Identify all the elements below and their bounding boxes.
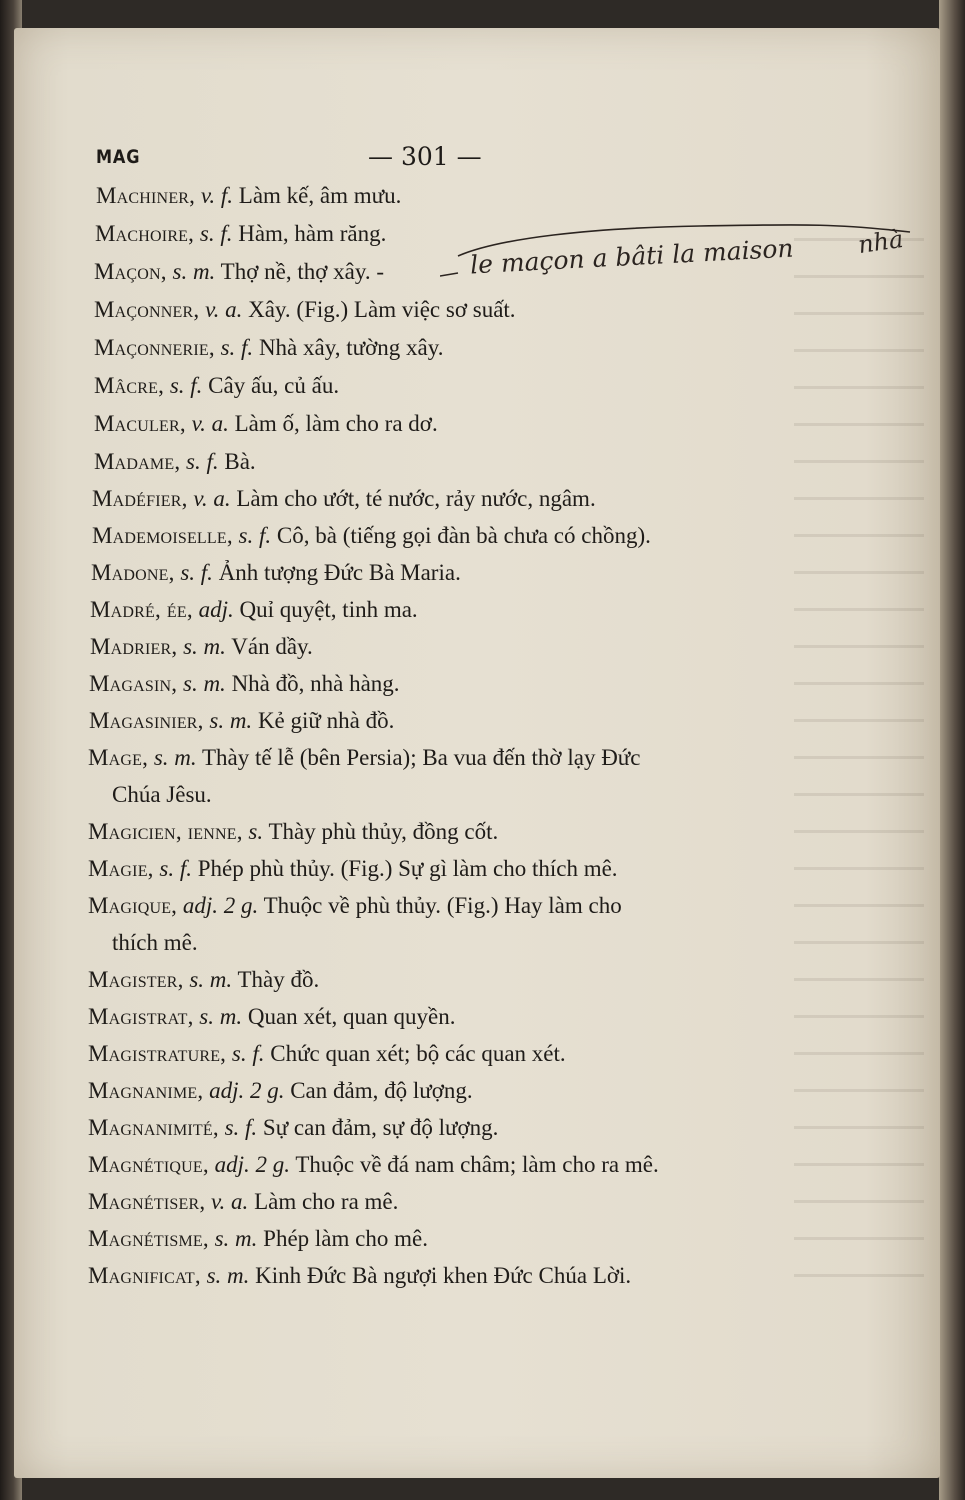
handwritten-note: le maçon a bâti la maison <box>469 233 795 280</box>
entry <box>94 373 339 399</box>
entry <box>88 893 622 919</box>
definition: Làm ố, làm cho ra dơ. <box>234 411 438 436</box>
headword: Magnificat, <box>88 1263 201 1288</box>
headword: Magicien, ienne, <box>88 819 243 844</box>
page-edge <box>939 0 965 1500</box>
headword: Magie, <box>88 856 154 881</box>
headword: Madrier, <box>90 634 178 659</box>
headword: Machoire, <box>95 221 195 246</box>
definition: Hàm, hàm răng. <box>238 221 387 246</box>
headword: Magnanimité, <box>88 1115 219 1140</box>
definition: Kẻ giữ nhà đồ. <box>257 708 395 733</box>
definition: Phép phù thủy. (Fig.) Sự gì làm cho thích mê. <box>197 856 618 881</box>
headword: Madré, ée, <box>90 597 193 622</box>
entry <box>92 486 596 512</box>
entry <box>88 1226 428 1252</box>
grammar-label: v. a. <box>193 486 231 511</box>
entry <box>94 411 438 437</box>
grammar-label: s. f. <box>224 1115 258 1140</box>
grammar-label: s. m. <box>206 1263 250 1288</box>
headword: Magasin, <box>89 671 178 696</box>
headword: Magnétiser, <box>88 1189 206 1214</box>
headword: Magasinier, <box>89 708 204 733</box>
definition: Quan xét, quan quyền. <box>247 1004 456 1029</box>
definition: Ván dầy. <box>231 634 313 659</box>
headword: Maçon, <box>94 259 167 284</box>
headword: Magnanime, <box>88 1078 204 1103</box>
grammar-label: s. m. <box>214 1226 258 1251</box>
grammar-label: v. a. <box>211 1189 249 1214</box>
grammar-label: s. m. <box>183 634 226 659</box>
entry <box>88 1041 566 1067</box>
definition: Nhà đồ, nhà hàng. <box>231 671 400 696</box>
grammar-label: v. f. <box>200 183 234 208</box>
entry <box>88 967 319 993</box>
grammar-label: s. m. <box>199 1004 243 1029</box>
definition: Cây ấu, củ ấu. <box>208 373 340 398</box>
grammar-label: s. m. <box>209 708 253 733</box>
grammar-label: v. a. <box>205 297 243 322</box>
headword: Mâcre, <box>94 373 165 398</box>
headword: Mage, <box>88 745 149 770</box>
definition: Quỉ quyệt, tinh ma. <box>239 597 418 622</box>
grammar-label: s. f. <box>180 560 213 585</box>
headword: Mademoiselle, <box>92 523 233 548</box>
entry <box>90 634 313 660</box>
headword: Maçonner, <box>94 297 200 322</box>
entry <box>94 335 443 361</box>
definition: Phép làm cho mê. <box>263 1226 428 1251</box>
definition: Thày đồ. <box>237 967 320 992</box>
entry <box>90 597 418 623</box>
entry <box>89 708 394 734</box>
definition: Thuộc về đá nam châm; làm cho ra mê. <box>295 1152 659 1177</box>
headword: Madone, <box>91 560 175 585</box>
entry <box>88 1078 473 1104</box>
entry <box>95 221 386 247</box>
grammar-label: s. f. <box>220 335 254 360</box>
definition: Làm cho ra mê. <box>254 1189 399 1214</box>
grammar-label: s. m. <box>189 967 233 992</box>
entry <box>91 560 461 586</box>
grammar-label: v. a. <box>191 411 229 436</box>
grammar-label: s. f. <box>231 1041 265 1066</box>
definition: Chức quan xét; bộ các quan xét. <box>270 1041 566 1066</box>
definition: Thày phù thủy, đồng cốt. <box>268 819 499 844</box>
headword: Maçonnerie, <box>94 335 215 360</box>
entry <box>88 1115 498 1141</box>
entry <box>94 449 256 475</box>
entry <box>92 523 651 549</box>
entry-continuation: thích mê. <box>112 930 198 955</box>
page-number: — 301 — <box>368 142 482 171</box>
definition: Sự can đảm, sự độ lượng. <box>262 1115 499 1140</box>
definition: Cô, bà (tiếng gọi đàn bà chưa có chồng). <box>276 523 651 548</box>
entry <box>88 819 498 845</box>
headword: Magnétique, <box>88 1152 209 1177</box>
grammar-label: s. f. <box>186 449 219 474</box>
grammar-label: adj. 2 g. <box>209 1078 285 1103</box>
bleed-through-text <box>794 208 924 1308</box>
definition: Xây. (Fig.) Làm việc sơ suất. <box>248 297 516 322</box>
headword: Magnétisme, <box>88 1226 209 1251</box>
headword: Machiner, <box>96 183 196 208</box>
section-label: MAG <box>96 146 141 168</box>
headword: Magister, <box>88 967 184 992</box>
grammar-label: adj. 2 g. <box>182 893 259 918</box>
definition: Nhà xây, tường xây. <box>258 335 444 360</box>
grammar-label: s. f. <box>238 523 272 548</box>
entry <box>88 856 618 882</box>
entry <box>96 183 401 209</box>
grammar-label: s. f. <box>199 221 233 246</box>
entry <box>94 259 384 285</box>
entry <box>88 1152 659 1178</box>
definition: Bà. <box>224 449 256 474</box>
definition: Kinh Đức Bà ngượi khen Đức Chúa Lời. <box>255 1263 632 1288</box>
entry <box>94 297 516 323</box>
entry-continuation: Chúa Jêsu. <box>112 782 212 807</box>
definition: Ảnh tượng Đức Bà Maria. <box>218 560 461 585</box>
headword: Madame, <box>94 449 181 474</box>
definition: Can đảm, độ lượng. <box>290 1078 473 1103</box>
definition: Thuộc về phù thủy. (Fig.) Hay làm cho <box>263 893 622 918</box>
entry <box>88 1004 455 1030</box>
headword: Maculer, <box>94 411 186 436</box>
grammar-label: s. m. <box>183 671 226 696</box>
grammar-label: adj. 2 g. <box>214 1152 290 1177</box>
definition: Thợ nề, thợ xây. - <box>220 259 385 284</box>
grammar-label: s. m. <box>153 745 197 770</box>
entry <box>88 745 640 771</box>
definition: Làm kế, âm mưu. <box>238 183 402 208</box>
grammar-label: s. f. <box>159 856 192 881</box>
handwritten-note-side: nhà <box>856 224 905 260</box>
entry <box>89 671 400 697</box>
headword: Magistrat, <box>88 1004 194 1029</box>
grammar-label: s. m. <box>172 259 216 284</box>
entry <box>88 1189 398 1215</box>
definition: Làm cho ướt, té nước, rảy nước, ngâm. <box>236 486 596 511</box>
grammar-label: adj. <box>198 597 234 622</box>
entry <box>88 1263 631 1289</box>
headword: Magistrature, <box>88 1041 227 1066</box>
headword: Madéfier, <box>92 486 188 511</box>
definition: Thày tế lễ (bên Persia); Ba vua đến thờ lạy Đức <box>202 745 641 770</box>
grammar-label: s. <box>248 819 264 844</box>
grammar-label: s. f. <box>169 373 203 398</box>
page-header <box>96 142 796 172</box>
headword: Magique, <box>88 893 178 918</box>
